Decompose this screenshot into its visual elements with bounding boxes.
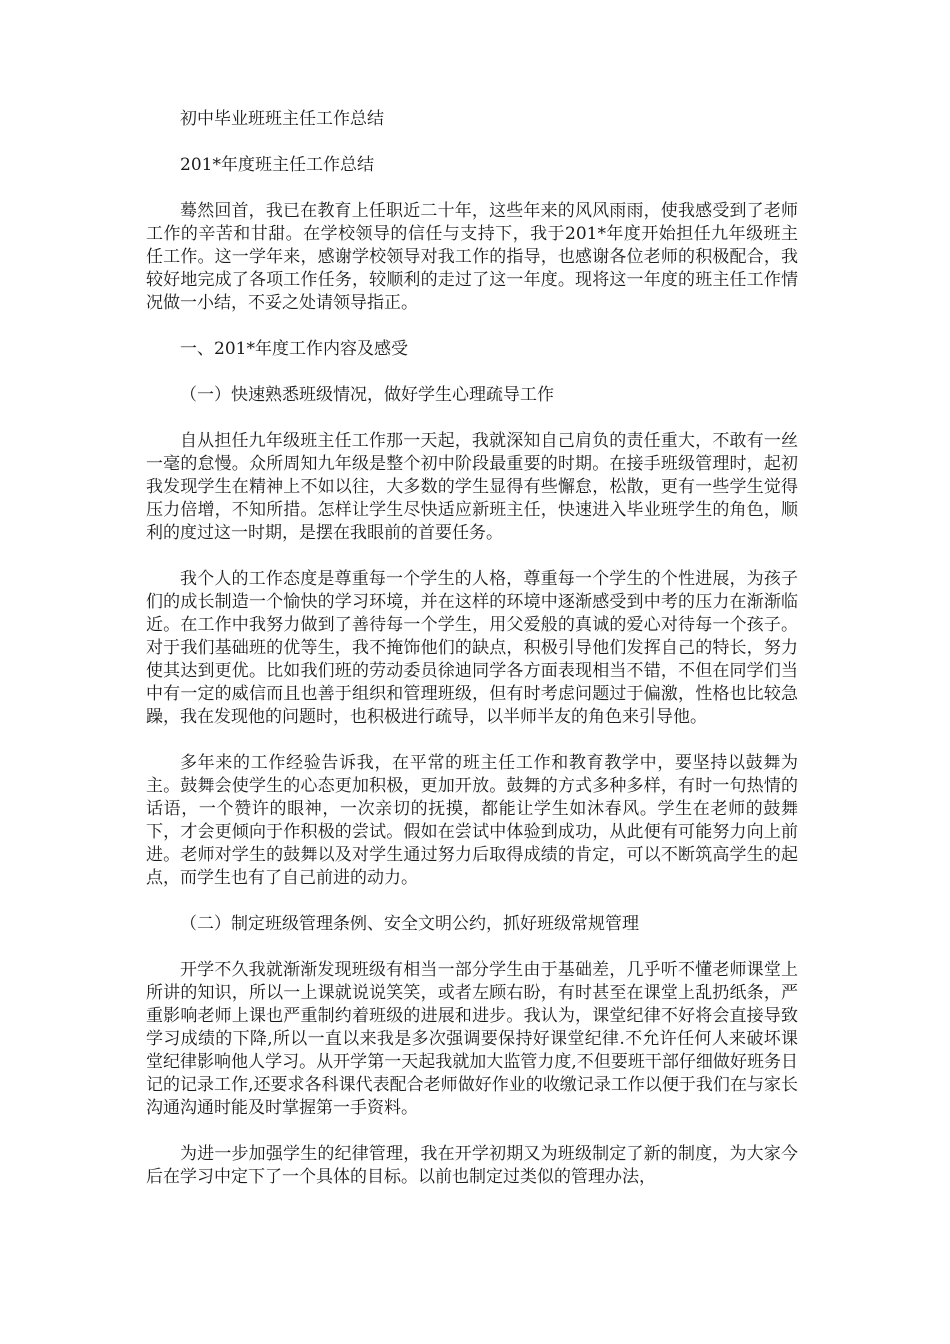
document-title: 初中毕业班班主任工作总结 bbox=[180, 109, 384, 129]
intro-paragraph: 蓦然回首，我已在教育上任职近二十年，这些年来的风风雨雨，使我感受到了老师工作的辛苦和甘甜。在学校领导的信任与支持下，我于201*年度开始担任九年级班主任工作。这一学年来，感谢学校领导对我工作的指导，也感谢各位老师的积极配合，我较好地完成了各项工作任务，较顺利的走过了这一年度。现将这一年度的班主任工作情况做一小结，不妥之处请领导指正。 bbox=[146, 201, 798, 313]
paragraph-1: 自从担任九年级班主任工作那一天起，我就深知自己肩负的责任重大，不敢有一丝一毫的怠慢。众所周知九年级是整个初中阶段最重要的时期。在接手班级管理时，起初我发现学生在精神上不如以往，大多数的学生显得有些懈怠，松散，更有一些学生觉得压力倍增，不知所措。怎样让学生尽快适应新班主任，快速进入毕业班学生的角色，顺利的度过这一时期，是摆在我眼前的首要任务。 bbox=[146, 431, 798, 543]
paragraph-5: 为进一步加强学生的纪律管理，我在开学初期又为班级制定了新的制度，为大家今后在学习中定下了一个具体的目标。以前也制定过类似的管理办法， bbox=[146, 1144, 798, 1187]
subsection-heading-2: （二）制定班级管理条例、安全文明公约，抓好班级常规管理 bbox=[180, 914, 639, 934]
subsection-heading-1: （一）快速熟悉班级情况，做好学生心理疏导工作 bbox=[180, 385, 554, 405]
paragraph-2: 我个人的工作态度是尊重每一个学生的人格，尊重每一个学生的个性进展，为孩子们的成长制造一个愉快的学习环境，并在这样的环境中逐渐感受到中考的压力在渐渐临近。在工作中我努力做到了善待每一个学生，用父爱般的真诚的爱心对待每一个孩子。对于我们基础班的优等生，我不掩饰他们的缺点，积极引导他们发挥自己的特长，努力使其达到更优。比如我们班的劳动委员徐迪同学各方面表现相当不错，不但在同学们当中有一定的威信而且也善于组织和管理班级，但有时考虑问题过于偏激，性格也比较急躁，我在发现他的问题时，也积极进行疏导，以半师半友的角色来引导他。 bbox=[146, 569, 798, 727]
section-heading-1: 一、201*年度工作内容及感受 bbox=[180, 339, 408, 359]
document-subtitle: 201*年度班主任工作总结 bbox=[180, 155, 374, 175]
document-page bbox=[146, 108, 798, 1212]
paragraph-3: 多年来的工作经验告诉我，在平常的班主任工作和教育教学中，要坚持以鼓舞为主。鼓舞会使学生的心态更加积极，更加开放。鼓舞的方式多种多样，有时一句热情的话语，一个赞许的眼神，一次亲切的抚摸，都能让学生如沐春风。学生在老师的鼓舞下，才会更倾向于作积极的尝试。假如在尝试中体验到成功，从此便有可能努力向上前进。老师对学生的鼓舞以及对学生通过努力后取得成绩的肯定，可以不断筑高学生的起点，而学生也有了自己前进的动力。 bbox=[146, 753, 798, 888]
paragraph-4: 开学不久我就渐渐发现班级有相当一部分学生由于基础差，几乎听不懂老师课堂上所讲的知识，所以一上课就说说笑笑，或者左顾右盼，有时甚至在课堂上乱扔纸条，严重影响老师上课也严重制约着班级的进展和进步。我认为，课堂纪律不好将会直接导致学习成绩的下降,所以一直以来我是多次强调要保持好课堂纪律.不允许任何人来破坏课堂纪律影响他人学习。从开学第一天起我就加大监管力度,不但要班干部仔细做好班务日记的记录工作,还要求各科课代表配合老师做好作业的收缴记录工作以便于我们在与家长沟通沟通时能及时掌握第一手资料。 bbox=[146, 960, 798, 1118]
